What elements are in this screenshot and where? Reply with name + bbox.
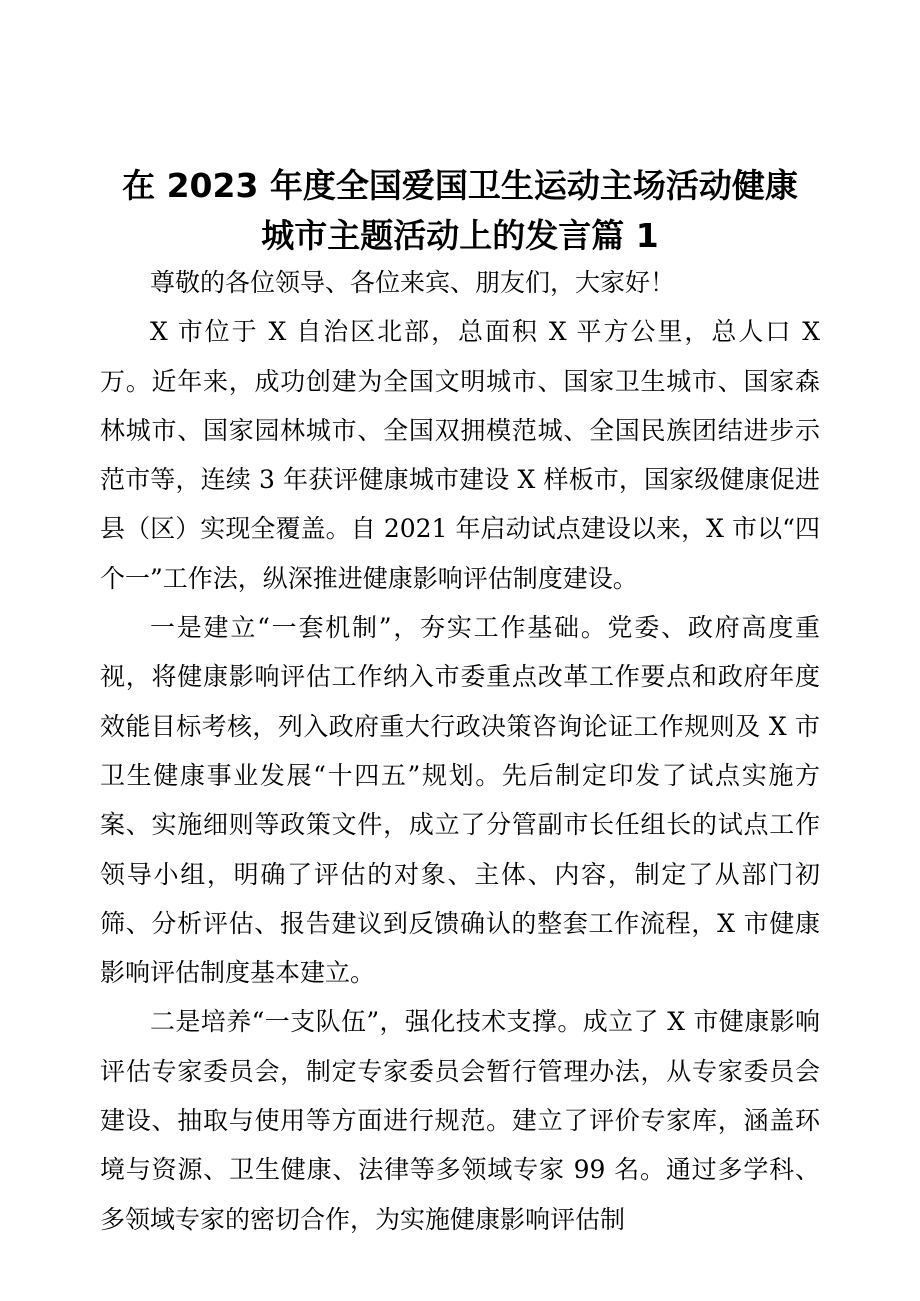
paragraph-greeting: 尊敬的各位领导、各位来宾、朋友们，大家好！ bbox=[150, 268, 676, 297]
paragraph-team: 二是培养“一支队伍”，强化技术支撑。成立了 X 市健康影响评估专家委员会，制定专家委员会暂行管理办法，从专家委员会建设、抽取与使用等方面进行规范。建立了评价专家库，涵盖环境与资源、卫生健康、法律等多领域专家 99 名。通过多学科、多领域专家的密切合作，为实施健康影响评估制 bbox=[100, 1007, 820, 1234]
document-title-line-2: 城市主题活动上的发言篇 1 bbox=[261, 216, 659, 255]
document-body bbox=[100, 258, 820, 1244]
document-title-line-1: 在 2023 年度全国爱国卫生运动主场活动健康 bbox=[122, 166, 798, 205]
paragraph-city-overview: X 市位于 X 自治区北部，总面积 X 平方公里，总人口 X 万。近年来，成功创建为全国文明城市、国家卫生城市、国家森林城市、国家园林城市、全国双拥模范城、全国民族团结进步示范市等，连续 3 年获评健康城市建设 X 样板市，国家级健康促进县（区）实现全覆盖。自 2021 年启动试点建设以来，X 市以“四个一”工作法，纵深推进健康影响评估制度建设。 bbox=[100, 317, 820, 593]
paragraph-mechanism: 一是建立“一套机制”，夯实工作基础。党委、政府高度重视，将健康影响评估工作纳入市委重点改革工作要点和政府年度效能目标考核，列入政府重大行政决策咨询论证工作规则及 X 市卫生健康事业发展“十四五”规划。先后制定印发了试点实施方案、实施细则等政策文件，成立了分管副市长任组长的试点工作领导小组，明确了评估的对象、主体、内容，制定了从部门初筛、分析评估、报告建议到反馈确认的整套工作流程，X 市健康影响评估制度基本建立。 bbox=[100, 613, 820, 988]
